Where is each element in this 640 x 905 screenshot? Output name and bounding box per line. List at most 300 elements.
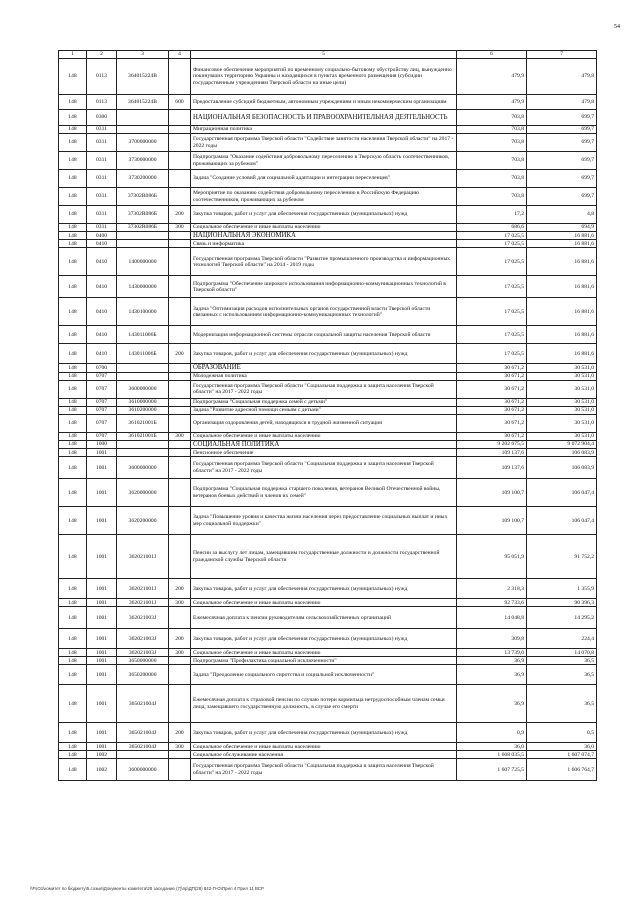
expense-type-cell: 200 bbox=[169, 206, 191, 224]
section-code-cell: 1001 bbox=[87, 607, 117, 629]
expense-type-cell: 300 bbox=[169, 649, 191, 657]
section-code-cell: 1001 bbox=[87, 535, 117, 579]
admin-code-cell: 148 bbox=[59, 723, 87, 743]
amount-planned-cell: 36,9 bbox=[457, 685, 527, 723]
amount-executed-cell: 14 070,8 bbox=[527, 649, 597, 657]
expense-type-cell bbox=[169, 406, 191, 414]
admin-code-cell: 148 bbox=[59, 629, 87, 649]
admin-code-cell: 148 bbox=[59, 372, 87, 380]
amount-planned-cell: 14 048,8 bbox=[457, 607, 527, 629]
admin-code-cell: 148 bbox=[59, 751, 87, 759]
expense-type-cell bbox=[169, 440, 191, 448]
expense-type-cell bbox=[169, 607, 191, 629]
table-row bbox=[59, 372, 597, 380]
admin-code-cell: 148 bbox=[59, 380, 87, 398]
expense-type-cell bbox=[169, 657, 191, 665]
admin-code-cell: 148 bbox=[59, 152, 87, 170]
section-code-cell: 0707 bbox=[87, 406, 117, 414]
admin-code-cell: 148 bbox=[59, 206, 87, 224]
expense-type-cell: 200 bbox=[169, 344, 191, 364]
description-cell: НАЦИОНАЛЬНАЯ БЕЗОПАСНОСТЬ И ПРАВООХРАНИТЕЛЬНАЯ ДЕЯТЕЛЬНОСТЬ bbox=[191, 110, 457, 126]
amount-executed-cell: 36,5 bbox=[527, 685, 597, 723]
section-code-cell: 1000 bbox=[87, 440, 117, 448]
description-cell: Задача "Повышение уровня и качества жизни населения через предоставление социальных выплат и иных мер социальной поддержки" bbox=[191, 507, 457, 535]
target-code-cell: 3620200000 bbox=[117, 507, 169, 535]
section-code-cell: 0410 bbox=[87, 326, 117, 344]
amount-planned-cell: 17 025,5 bbox=[457, 240, 527, 248]
target-code-cell: 365021004J bbox=[117, 723, 169, 743]
target-code-cell: 3650200000 bbox=[117, 665, 169, 685]
section-code-cell: 1001 bbox=[87, 665, 117, 685]
description-cell: Подпрограмма "Профилактика социальной исключенности" bbox=[191, 657, 457, 665]
expense-type-cell bbox=[169, 134, 191, 152]
amount-executed-cell: 16 881,6 bbox=[527, 344, 597, 364]
footer-file-path: \\FsO1\комитет по бюджету\5.созыв\Документы комитета\28 заседание (7)\пр\ДП(28) 842-П-О\Прил 4 Прил 11 ВСР bbox=[30, 886, 264, 891]
section-code-cell: 1001 bbox=[87, 685, 117, 723]
admin-code-cell: 148 bbox=[59, 59, 87, 95]
expense-type-cell bbox=[169, 152, 191, 170]
admin-code-cell: 148 bbox=[59, 326, 87, 344]
amount-executed-cell: 1 607 074,7 bbox=[527, 751, 597, 759]
column-number: 6 bbox=[457, 51, 527, 59]
amount-planned-cell: 479,9 bbox=[457, 59, 527, 95]
amount-executed-cell: 0,5 bbox=[527, 723, 597, 743]
expense-type-cell bbox=[169, 380, 191, 398]
admin-code-cell: 148 bbox=[59, 440, 87, 448]
expense-type-cell bbox=[169, 665, 191, 685]
amount-planned-cell: 1 607 725,5 bbox=[457, 759, 527, 781]
table-row bbox=[59, 224, 597, 232]
amount-executed-cell: 699,7 bbox=[527, 134, 597, 152]
target-code-cell: 361021001Б bbox=[117, 432, 169, 440]
amount-planned-cell: 30 671,2 bbox=[457, 364, 527, 372]
admin-code-cell: 148 bbox=[59, 432, 87, 440]
description-cell: Социальное обеспечение и иные выплаты населению bbox=[191, 649, 457, 657]
amount-executed-cell: 1 606 764,7 bbox=[527, 759, 597, 781]
expense-type-cell: 200 bbox=[169, 629, 191, 649]
target-code-cell: 37302R086Б bbox=[117, 206, 169, 224]
column-number: 3 bbox=[117, 51, 169, 59]
section-code-cell: 1001 bbox=[87, 629, 117, 649]
table-row bbox=[59, 723, 597, 743]
amount-planned-cell: 17 025,5 bbox=[457, 232, 527, 240]
table-row bbox=[59, 240, 597, 248]
section-code-cell: 0707 bbox=[87, 398, 117, 406]
description-cell: Подпрограмма "Оказание содействия добровольному переселению в Тверскую область соотечественников, проживающих за рубежом" bbox=[191, 152, 457, 170]
section-code-cell: 1001 bbox=[87, 743, 117, 751]
description-cell: Ежемесячная доплата к страховой пенсии по случаю потери кормильца нетрудоспособным членам семьи лица, замещавшего государственную должность, в случае его смерти bbox=[191, 685, 457, 723]
table-row bbox=[59, 326, 597, 344]
target-code-cell: 365021004J bbox=[117, 743, 169, 751]
table-row bbox=[59, 479, 597, 507]
section-code-cell: 1001 bbox=[87, 579, 117, 599]
description-cell: ОБРАЗОВАНИЕ bbox=[191, 364, 457, 372]
amount-planned-cell: 30 671,2 bbox=[457, 406, 527, 414]
expense-type-cell: 300 bbox=[169, 224, 191, 232]
target-code-cell: 3730200000 bbox=[117, 170, 169, 188]
table-row bbox=[59, 126, 597, 134]
amount-planned-cell: 703,8 bbox=[457, 110, 527, 126]
admin-code-cell: 148 bbox=[59, 649, 87, 657]
expense-type-cell: 200 bbox=[169, 723, 191, 743]
amount-planned-cell: 1 608 035,5 bbox=[457, 751, 527, 759]
section-code-cell: 1001 bbox=[87, 599, 117, 607]
budget-table bbox=[58, 50, 597, 781]
amount-planned-cell: 2 318,3 bbox=[457, 579, 527, 599]
description-cell: Социальное обслуживание населения bbox=[191, 751, 457, 759]
amount-executed-cell: 30 531,0 bbox=[527, 406, 597, 414]
table-row bbox=[59, 414, 597, 432]
expense-type-cell: 600 bbox=[169, 95, 191, 110]
table-row bbox=[59, 579, 597, 599]
section-code-cell: 0707 bbox=[87, 372, 117, 380]
expense-type-cell bbox=[169, 414, 191, 432]
target-code-cell bbox=[117, 232, 169, 240]
amount-executed-cell: 16 881,6 bbox=[527, 240, 597, 248]
column-number: 2 bbox=[87, 51, 117, 59]
target-code-cell bbox=[117, 126, 169, 134]
amount-executed-cell: 106 083,9 bbox=[527, 449, 597, 457]
table-row bbox=[59, 188, 597, 206]
amount-planned-cell: 686,6 bbox=[457, 224, 527, 232]
description-cell: Социальное обеспечение и иные выплаты населению bbox=[191, 432, 457, 440]
amount-executed-cell: 479,8 bbox=[527, 95, 597, 110]
amount-planned-cell: 95 051,9 bbox=[457, 535, 527, 579]
expense-type-cell bbox=[169, 170, 191, 188]
amount-planned-cell: 17,2 bbox=[457, 206, 527, 224]
amount-executed-cell: 16 881,6 bbox=[527, 232, 597, 240]
amount-planned-cell: 36,9 bbox=[457, 665, 527, 685]
table-row bbox=[59, 607, 597, 629]
expense-type-cell bbox=[169, 126, 191, 134]
amount-executed-cell: 30 531,0 bbox=[527, 364, 597, 372]
amount-planned-cell: 13 739,0 bbox=[457, 649, 527, 657]
table-row bbox=[59, 751, 597, 759]
amount-executed-cell: 16 881,6 bbox=[527, 298, 597, 326]
table-row bbox=[59, 629, 597, 649]
table-row bbox=[59, 170, 597, 188]
section-code-cell: 0707 bbox=[87, 380, 117, 398]
amount-executed-cell: 16 881,6 bbox=[527, 248, 597, 276]
section-code-cell: 1001 bbox=[87, 507, 117, 535]
amount-executed-cell: 91 752,2 bbox=[527, 535, 597, 579]
expense-type-cell: 200 bbox=[169, 579, 191, 599]
section-code-cell: 0113 bbox=[87, 95, 117, 110]
expense-type-cell: 300 bbox=[169, 743, 191, 751]
admin-code-cell: 148 bbox=[59, 657, 87, 665]
table-row bbox=[59, 535, 597, 579]
admin-code-cell: 148 bbox=[59, 406, 87, 414]
description-cell: Связь и информатика bbox=[191, 240, 457, 248]
budget-table-container bbox=[58, 50, 596, 781]
admin-code-cell: 148 bbox=[59, 535, 87, 579]
amount-executed-cell: 106 047,4 bbox=[527, 479, 597, 507]
description-cell: Предоставление субсидий бюджетным, автономным учреждениям и иным некоммерческим организациям bbox=[191, 95, 457, 110]
target-code-cell: 3610000000 bbox=[117, 398, 169, 406]
table-body bbox=[59, 59, 597, 781]
description-cell: Государственная программа Тверской области "Социальная поддержка и защита населения Тверской области" на 2017 - 2022 годы bbox=[191, 759, 457, 781]
page-number: 54 bbox=[614, 24, 620, 30]
target-code-cell: 143011006Б bbox=[117, 326, 169, 344]
description-cell: НАЦИОНАЛЬНАЯ ЭКОНОМИКА bbox=[191, 232, 457, 240]
section-code-cell: 0410 bbox=[87, 344, 117, 364]
amount-planned-cell: 30 671,2 bbox=[457, 432, 527, 440]
expense-type-cell bbox=[169, 759, 191, 781]
table-row bbox=[59, 152, 597, 170]
target-code-cell: 362021003J bbox=[117, 607, 169, 629]
description-cell: СОЦИАЛЬНАЯ ПОЛИТИКА bbox=[191, 440, 457, 448]
amount-planned-cell: 30 671,2 bbox=[457, 414, 527, 432]
section-code-cell: 1001 bbox=[87, 649, 117, 657]
amount-planned-cell: 109 100,7 bbox=[457, 507, 527, 535]
amount-planned-cell: 703,8 bbox=[457, 134, 527, 152]
amount-executed-cell: 9 072 904,4 bbox=[527, 440, 597, 448]
description-cell: Модернизация информационной системы отрасли социальной защиты населения Тверской области bbox=[191, 326, 457, 344]
amount-executed-cell: 30 531,0 bbox=[527, 398, 597, 406]
section-code-cell: 0700 bbox=[87, 364, 117, 372]
amount-executed-cell: 90 396,3 bbox=[527, 599, 597, 607]
expense-type-cell bbox=[169, 326, 191, 344]
expense-type-cell bbox=[169, 372, 191, 380]
amount-planned-cell: 36,0 bbox=[457, 743, 527, 751]
amount-executed-cell: 224,4 bbox=[527, 629, 597, 649]
target-code-cell: 3600000000 bbox=[117, 759, 169, 781]
admin-code-cell: 148 bbox=[59, 224, 87, 232]
amount-planned-cell: 0,9 bbox=[457, 723, 527, 743]
table-row bbox=[59, 59, 597, 95]
expense-type-cell: 300 bbox=[169, 432, 191, 440]
expense-type-cell bbox=[169, 248, 191, 276]
admin-code-cell: 148 bbox=[59, 607, 87, 629]
amount-planned-cell: 17 025,5 bbox=[457, 276, 527, 298]
description-cell: Пенсионное обеспечение bbox=[191, 449, 457, 457]
table-row bbox=[59, 364, 597, 372]
table-row bbox=[59, 206, 597, 224]
admin-code-cell: 148 bbox=[59, 599, 87, 607]
target-code-cell: 143011006Б bbox=[117, 344, 169, 364]
column-number: 5 bbox=[191, 51, 457, 59]
description-cell: Задача "Создание условий для социальной адаптации и интеграции переселенцев" bbox=[191, 170, 457, 188]
amount-planned-cell: 17 025,5 bbox=[457, 326, 527, 344]
amount-executed-cell: 699,7 bbox=[527, 126, 597, 134]
description-cell: Задача "Оптимизация расходов исполнительных органов государственной власти Тверской области связанных с использованием информационно-коммуникационных технологий" bbox=[191, 298, 457, 326]
description-cell: Социальное обеспечение и иные выплаты населению bbox=[191, 743, 457, 751]
admin-code-cell: 148 bbox=[59, 457, 87, 479]
amount-planned-cell: 36,9 bbox=[457, 657, 527, 665]
description-cell: Мероприятие по оказанию содействия добровольному переселению в Российскую Федерацию соотечественников, проживающих за рубежом bbox=[191, 188, 457, 206]
description-cell: Закупка товаров, работ и услуг для обеспечения государственных (муниципальных) нужд bbox=[191, 723, 457, 743]
amount-executed-cell: 30 531,0 bbox=[527, 372, 597, 380]
admin-code-cell: 148 bbox=[59, 240, 87, 248]
table-row bbox=[59, 276, 597, 298]
amount-planned-cell: 479,9 bbox=[457, 95, 527, 110]
table-row bbox=[59, 449, 597, 457]
table-row bbox=[59, 457, 597, 479]
expense-type-cell bbox=[169, 110, 191, 126]
expense-type-cell bbox=[169, 298, 191, 326]
description-cell: Финансовое обеспечение мероприятий по временному социально-бытовому обустройству лиц, вынужденно покинувших территорию Украины и находящихся в пунктах временного размещения (субсидии государственным учреждениям Тверской области на иные цели) bbox=[191, 59, 457, 95]
target-code-cell: 364015224В bbox=[117, 95, 169, 110]
description-cell: Молодежная политика bbox=[191, 372, 457, 380]
column-number-row bbox=[59, 51, 597, 59]
description-cell: Государственная программа Тверской области "Социальная поддержка и защита населения Тверской области" на 2017 - 2022 годы bbox=[191, 457, 457, 479]
amount-planned-cell: 309,8 bbox=[457, 629, 527, 649]
amount-executed-cell: 16 881,6 bbox=[527, 276, 597, 298]
amount-executed-cell: 16 881,6 bbox=[527, 326, 597, 344]
amount-planned-cell: 30 671,2 bbox=[457, 372, 527, 380]
amount-planned-cell: 703,8 bbox=[457, 188, 527, 206]
admin-code-cell: 148 bbox=[59, 344, 87, 364]
expense-type-cell bbox=[169, 188, 191, 206]
admin-code-cell: 148 bbox=[59, 170, 87, 188]
description-cell: Государственная программа Тверской области "Социальная поддержка и защита населения Тверской области" на 2017 - 2022 годы bbox=[191, 380, 457, 398]
amount-executed-cell: 30 531,0 bbox=[527, 380, 597, 398]
amount-planned-cell: 17 025,5 bbox=[457, 344, 527, 364]
admin-code-cell: 148 bbox=[59, 665, 87, 685]
expense-type-cell bbox=[169, 479, 191, 507]
table-row bbox=[59, 507, 597, 535]
table-row bbox=[59, 110, 597, 126]
description-cell: Подпрограмма "Обеспечение широкого использования информационно-коммуникационных технологий в Тверской области" bbox=[191, 276, 457, 298]
table-row bbox=[59, 665, 597, 685]
admin-code-cell: 148 bbox=[59, 134, 87, 152]
expense-type-cell bbox=[169, 457, 191, 479]
description-cell: Социальное обеспечение и иные выплаты населению bbox=[191, 224, 457, 232]
section-code-cell: 1002 bbox=[87, 759, 117, 781]
section-code-cell: 1001 bbox=[87, 479, 117, 507]
section-code-cell: 0410 bbox=[87, 298, 117, 326]
amount-planned-cell: 30 671,2 bbox=[457, 380, 527, 398]
expense-type-cell bbox=[169, 685, 191, 723]
column-number: 1 bbox=[59, 51, 87, 59]
target-code-cell: 3700000000 bbox=[117, 134, 169, 152]
amount-executed-cell: 30 531,0 bbox=[527, 414, 597, 432]
section-code-cell: 0311 bbox=[87, 188, 117, 206]
table-row bbox=[59, 599, 597, 607]
amount-executed-cell: 106 083,9 bbox=[527, 457, 597, 479]
description-cell: Государственная программа Тверской области "Развитие промышленного производства и информационных технологий Тверской области" на 2014 - 2019 годы bbox=[191, 248, 457, 276]
expense-type-cell bbox=[169, 449, 191, 457]
amount-executed-cell: 36,5 bbox=[527, 657, 597, 665]
description-cell: Закупка товаров, работ и услуг для обеспечения государственных (муниципальных) нужд bbox=[191, 344, 457, 364]
amount-planned-cell: 30 671,2 bbox=[457, 398, 527, 406]
admin-code-cell: 148 bbox=[59, 126, 87, 134]
description-cell: Социальное обеспечение и иные выплаты населению bbox=[191, 599, 457, 607]
table-row bbox=[59, 344, 597, 364]
amount-planned-cell: 109 137,6 bbox=[457, 457, 527, 479]
admin-code-cell: 148 bbox=[59, 364, 87, 372]
description-cell: Подпрограмма "Социальная поддержка семей с детьми" bbox=[191, 398, 457, 406]
column-number: 4 bbox=[169, 51, 191, 59]
amount-executed-cell: 479,8 bbox=[527, 59, 597, 95]
amount-executed-cell: 14 295,2 bbox=[527, 607, 597, 629]
amount-executed-cell: 694,9 bbox=[527, 224, 597, 232]
amount-executed-cell: 699,7 bbox=[527, 188, 597, 206]
target-code-cell bbox=[117, 449, 169, 457]
table-row bbox=[59, 657, 597, 665]
amount-planned-cell: 703,8 bbox=[457, 170, 527, 188]
description-cell: Ежемесячная доплата к пенсии руководителям сельскохозяйственных организаций bbox=[191, 607, 457, 629]
target-code-cell bbox=[117, 440, 169, 448]
table-row bbox=[59, 432, 597, 440]
section-code-cell: 0707 bbox=[87, 432, 117, 440]
table-row bbox=[59, 440, 597, 448]
expense-type-cell bbox=[169, 59, 191, 95]
table-row bbox=[59, 743, 597, 751]
amount-planned-cell: 17 025,5 bbox=[457, 248, 527, 276]
amount-planned-cell: 92 733,6 bbox=[457, 599, 527, 607]
target-code-cell bbox=[117, 110, 169, 126]
expense-type-cell bbox=[169, 232, 191, 240]
description-cell: Задача "Развитие адресной помощи семьям с детьми" bbox=[191, 406, 457, 414]
target-code-cell: 3600000000 bbox=[117, 457, 169, 479]
section-code-cell: 0410 bbox=[87, 240, 117, 248]
admin-code-cell: 148 bbox=[59, 188, 87, 206]
table-row bbox=[59, 298, 597, 326]
target-code-cell bbox=[117, 751, 169, 759]
amount-planned-cell: 109 137,6 bbox=[457, 449, 527, 457]
section-code-cell: 0311 bbox=[87, 170, 117, 188]
expense-type-cell bbox=[169, 398, 191, 406]
amount-executed-cell: 699,7 bbox=[527, 170, 597, 188]
admin-code-cell: 148 bbox=[59, 110, 87, 126]
target-code-cell: 361021001Б bbox=[117, 414, 169, 432]
expense-type-cell bbox=[169, 364, 191, 372]
admin-code-cell: 148 bbox=[59, 579, 87, 599]
admin-code-cell: 148 bbox=[59, 414, 87, 432]
target-code-cell: 1430000000 bbox=[117, 276, 169, 298]
description-cell: Задача "Преодоление социального сиротства и социальной исключенности" bbox=[191, 665, 457, 685]
amount-executed-cell: 4,8 bbox=[527, 206, 597, 224]
table-row bbox=[59, 759, 597, 781]
admin-code-cell: 148 bbox=[59, 398, 87, 406]
amount-executed-cell: 1 355,9 bbox=[527, 579, 597, 599]
target-code-cell: 362021001J bbox=[117, 579, 169, 599]
expense-type-cell bbox=[169, 507, 191, 535]
section-code-cell: 0410 bbox=[87, 276, 117, 298]
table-row bbox=[59, 649, 597, 657]
target-code-cell: 1430100000 bbox=[117, 298, 169, 326]
amount-planned-cell: 703,8 bbox=[457, 152, 527, 170]
section-code-cell: 1002 bbox=[87, 751, 117, 759]
admin-code-cell: 148 bbox=[59, 743, 87, 751]
expense-type-cell bbox=[169, 240, 191, 248]
amount-executed-cell: 36,0 bbox=[527, 743, 597, 751]
section-code-cell: 0311 bbox=[87, 134, 117, 152]
target-code-cell: 1400000000 bbox=[117, 248, 169, 276]
amount-executed-cell: 30 531,0 bbox=[527, 432, 597, 440]
table-row bbox=[59, 248, 597, 276]
target-code-cell: 362021003J bbox=[117, 649, 169, 657]
target-code-cell: 37302R086Б bbox=[117, 188, 169, 206]
section-code-cell: 1001 bbox=[87, 723, 117, 743]
description-cell: Пенсии за выслугу лет лицам, замещавшим государственные должности и должности государственной гражданской службы Тверской области bbox=[191, 535, 457, 579]
expense-type-cell: 300 bbox=[169, 599, 191, 607]
table-row bbox=[59, 685, 597, 723]
admin-code-cell: 148 bbox=[59, 232, 87, 240]
section-code-cell: 0311 bbox=[87, 126, 117, 134]
table-row bbox=[59, 380, 597, 398]
description-cell: Подпрограмма "Социальная поддержка старшего поколения, ветеранов Великой Отечественной войны, ветеранов боевых действий и членов их семей" bbox=[191, 479, 457, 507]
description-cell: Закупка товаров, работ и услуг для обеспечения государственных (муниципальных) нужд bbox=[191, 629, 457, 649]
target-code-cell: 3610200000 bbox=[117, 406, 169, 414]
target-code-cell: 37302R086Б bbox=[117, 224, 169, 232]
table-row bbox=[59, 232, 597, 240]
description-cell: Миграционная политика bbox=[191, 126, 457, 134]
amount-planned-cell: 109 100,7 bbox=[457, 479, 527, 507]
section-code-cell: 0113 bbox=[87, 59, 117, 95]
target-code-cell: 362021001J bbox=[117, 599, 169, 607]
